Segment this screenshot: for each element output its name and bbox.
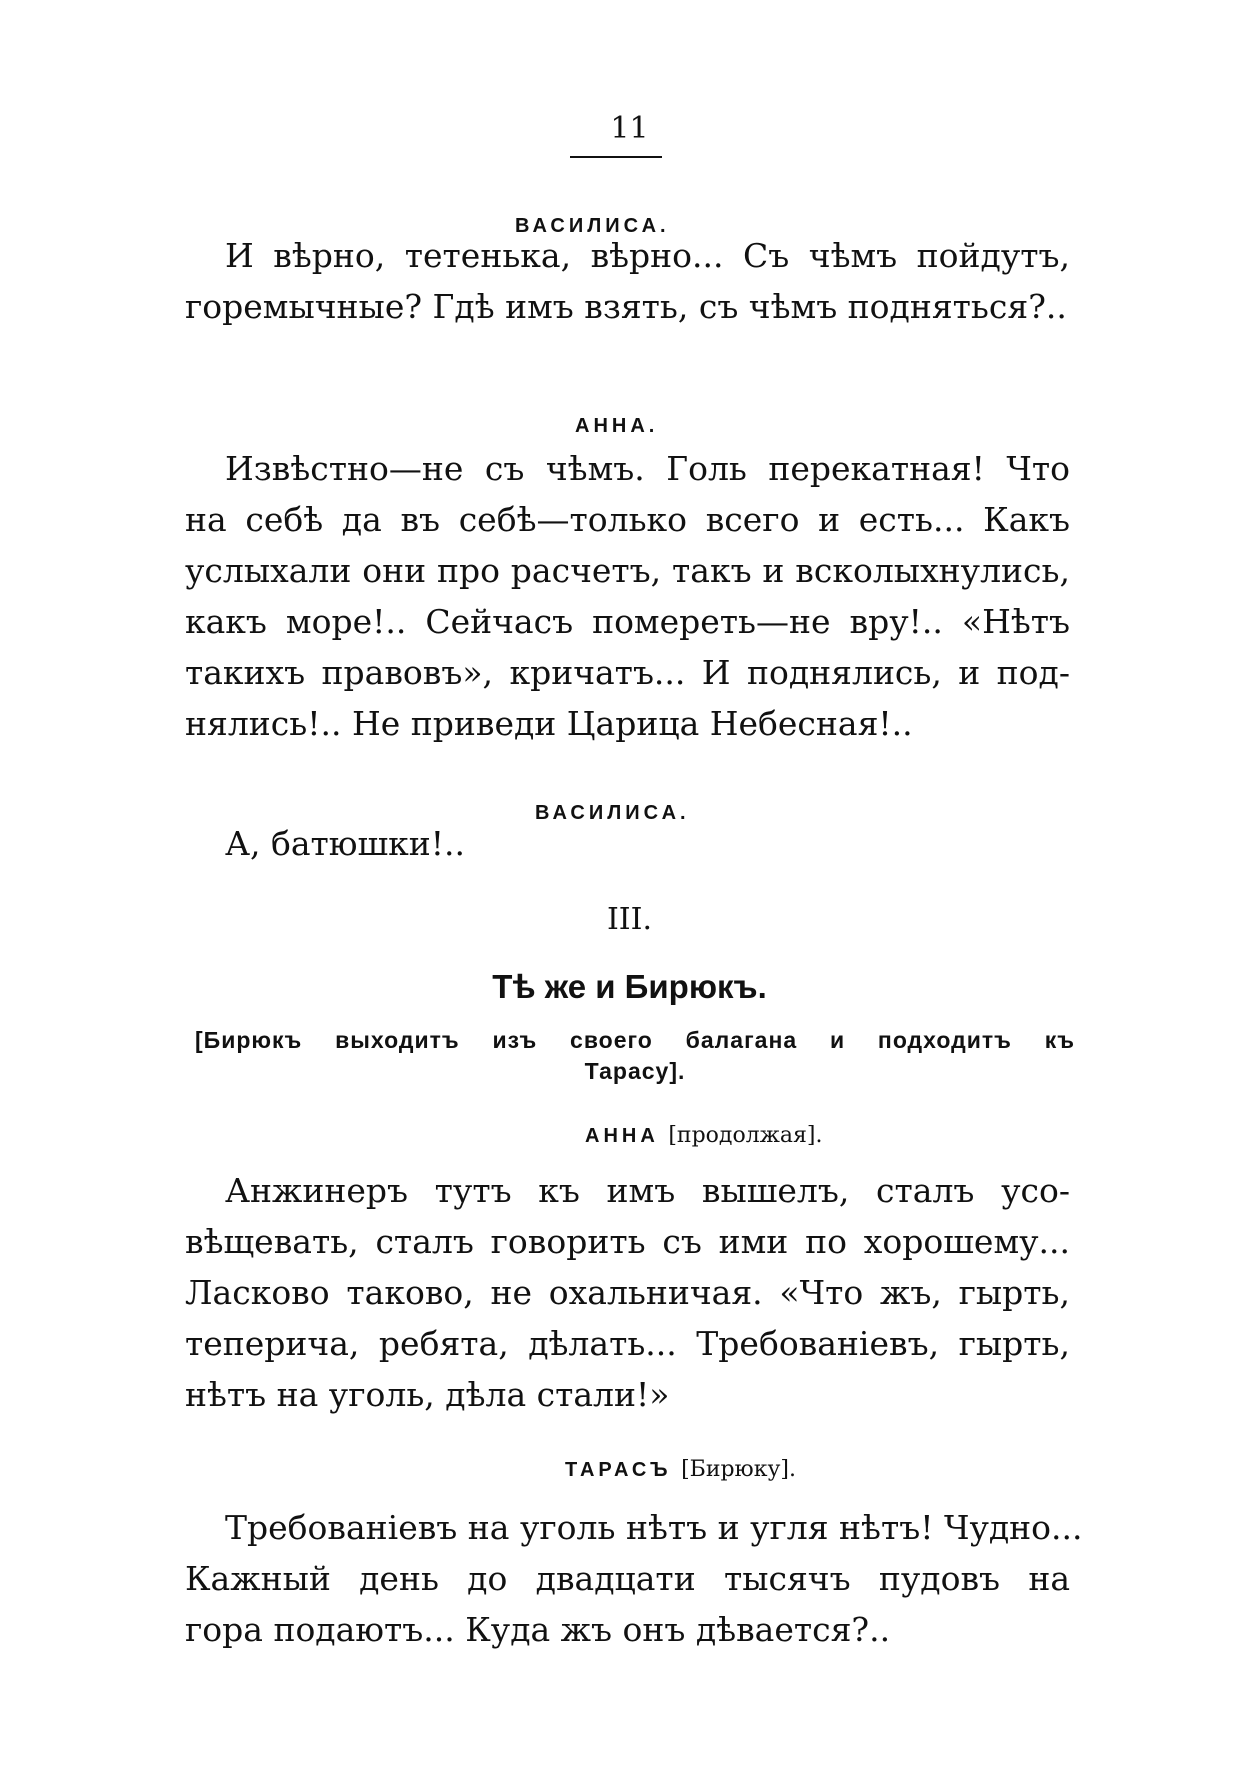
text-line: И вѣрно, тетенька, вѣрно... Съ чѣмъ пойдутъ, xyxy=(225,236,1070,275)
replica-anna-2 xyxy=(185,1165,1070,1420)
text-line: гора подаютъ... Куда жъ онъ дѣвается?.. xyxy=(185,1610,891,1649)
text-line: Извѣстно—не съ чѣмъ. Голь перекатная! Что xyxy=(225,449,1070,488)
speaker-taras xyxy=(565,1457,796,1483)
replica-vasilisa-1 xyxy=(185,230,1070,332)
text-line: Кажный день до двадцати тысячъ пудовъ на xyxy=(185,1559,1070,1598)
speaker-vasilisa-2: ВАСИЛИСА. xyxy=(535,802,690,824)
replica-vasilisa-2 xyxy=(185,818,1070,869)
text-line: Анжинеръ тутъ къ имъ вышелъ, сталъ усо- xyxy=(225,1171,1070,1210)
page-number-rule xyxy=(570,156,662,158)
speaker-anna-2 xyxy=(585,1123,823,1149)
replica-taras xyxy=(185,1502,1083,1655)
stage-direction xyxy=(195,1025,1075,1087)
text-line: нѣтъ на уголь, дѣла стали!» xyxy=(185,1375,670,1414)
text-line: теперича, ребята, дѣлать... Требованiевъ, гырть, xyxy=(185,1324,1070,1363)
speaker-name: АННА xyxy=(585,1125,659,1147)
speaker-direction: [продолжая]. xyxy=(668,1123,823,1148)
page-number: 11 xyxy=(610,111,649,146)
text-line: нялись!.. Не приведи Царица Небесная!.. xyxy=(185,704,913,743)
text-line: Ласково таково, не охальничая. «Что жъ, гырть, xyxy=(185,1273,1070,1312)
speaker-anna-1: АННА. xyxy=(575,415,659,437)
replica-anna-1 xyxy=(185,443,1070,749)
speaker-name: ТАРАСЪ xyxy=(565,1459,672,1481)
text-line: Требованiевъ на уголь нѣтъ и угля нѣтъ! Чудно... xyxy=(225,1508,1083,1547)
text-line: какъ море!.. Сейчасъ помереть—не вру!.. «Нѣтъ xyxy=(185,602,1070,641)
text-line: услыхали они про расчетъ, такъ и всколыхнулись, xyxy=(185,551,1070,590)
stage-direction-line: [Бирюкъ выходитъ изъ своего балагана и подходитъ къ xyxy=(195,1027,1075,1053)
text-line: А, батюшки!.. xyxy=(225,824,466,863)
stage-direction-line: Тарасу]. xyxy=(584,1058,686,1084)
text-line: вѣщевать, сталъ говорить съ ими по хорошему... xyxy=(185,1222,1070,1261)
scene-title: Тѣ же и Бирюкъ. xyxy=(492,968,767,1005)
speaker-direction: [Бирюку]. xyxy=(681,1457,796,1482)
scene-number: III. xyxy=(606,902,653,937)
text-line: такихъ правовъ», кричатъ... И поднялись, и под- xyxy=(185,653,1070,692)
text-line: горемычные? Гдѣ имъ взять, съ чѣмъ подняться?.. xyxy=(185,287,1067,326)
speaker-vasilisa-1: ВАСИЛИСА. xyxy=(515,215,670,237)
text-line: на себѣ да въ себѣ—только всего и есть... Какъ xyxy=(185,500,1070,539)
